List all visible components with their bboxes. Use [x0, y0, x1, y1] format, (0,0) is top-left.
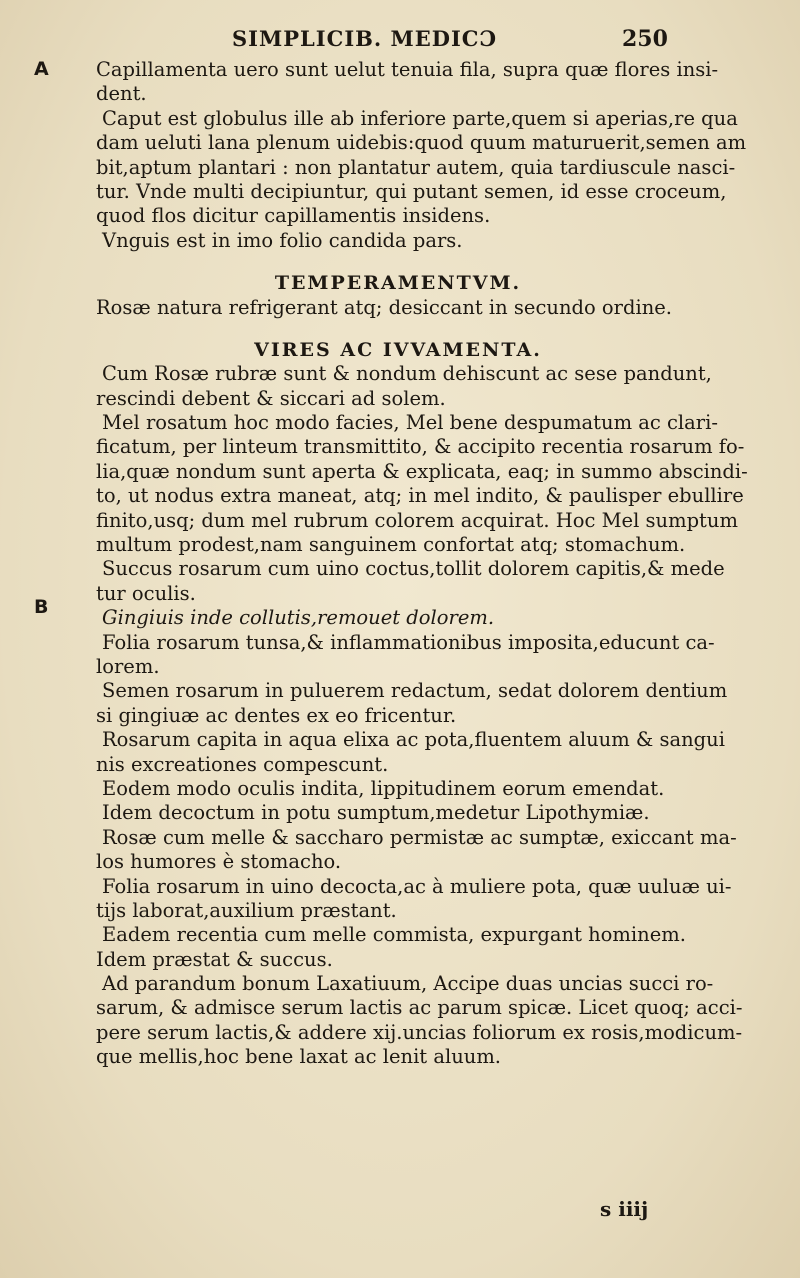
text-line: bit,aptum plantari : non plantatur autem, quia tardiuscule nasci- [96, 155, 736, 179]
text-line: nis excreationes compescunt. [96, 752, 389, 776]
text-line: Semen rosarum in puluerem redactum, sedat dolorem dentium [102, 679, 728, 703]
section-heading-vires: VIRES AC IVVAMENTA. [254, 338, 542, 361]
signature-mark: s iiij [600, 1197, 649, 1221]
text-line: los humores è stomacho. [96, 850, 342, 874]
text-line: Idem præstat & succus. [96, 947, 333, 971]
text-line: si gingiuæ ac dentes ex eo fricentur. [96, 703, 457, 727]
body-text [96, 58, 748, 1070]
text-line: ficatum, per linteum transmittito, & accipito recentia rosarum fo- [96, 435, 745, 459]
text-line: Mel rosatum hoc modo facies, Mel bene despumatum ac clari- [102, 411, 718, 435]
text-line: Succus rosarum cum uino coctus,tollit dolorem capitis,& mede [102, 557, 725, 581]
text-line: Caput est globulus ille ab inferiore parte,quem si aperias,re qua [102, 106, 738, 130]
running-head: SIMPLICIB. MEDICƆ [232, 26, 498, 51]
text-line: tur oculis. [96, 581, 196, 605]
text-line: Folia rosarum tunsa,& inflammationibus imposita,educunt ca- [102, 630, 715, 654]
text-line: tur. Vnde multi decipiuntur, qui putant semen, id esse croceum, [96, 179, 727, 203]
text-line: Eadem recentia cum melle commista, expurgant hominem. [102, 923, 686, 947]
text-line: Ad parandum bonum Laxatiuum, Accipe duas uncias succi ro- [102, 972, 714, 996]
text-line: Idem decoctum in potu sumptum,medetur Lipothymiæ. [102, 801, 650, 825]
text-line: tijs laborat,auxilium præstant. [96, 898, 397, 922]
margin-letter-a: A [34, 58, 49, 80]
text-line: to, ut nodus extra maneat, atq; in mel indito, & paulisper ebullire [96, 484, 744, 508]
text-line: Gingiuis inde collutis,remouet dolorem. [102, 606, 495, 630]
text-line: Rosæ cum melle & saccharo permistæ ac sumptæ, exiccant ma- [102, 825, 737, 849]
text-line: rescindi debent & siccari ad solem. [96, 386, 446, 410]
text-line: lia,quæ nondum sunt aperta & explicata, eaq; in summo abscindi- [96, 459, 748, 483]
margin-letter-b: B [34, 596, 49, 618]
text-line: Vnguis est in imo folio candida pars. [102, 228, 463, 252]
section-heading-temperamentum: TEMPERAMENTVM. [274, 272, 522, 295]
text-line: Eodem modo oculis indita, lippitudinem eorum emendat. [102, 776, 665, 800]
text-line: lorem. [96, 654, 160, 678]
text-line: finito,usq; dum mel rubrum colorem acquirat. Hoc Mel sumptum [96, 508, 738, 532]
text-line: Cum Rosæ rubræ sunt & nondum dehiscunt ac sese pandunt, [102, 362, 712, 386]
page-number: 250 [622, 26, 668, 52]
text-line: multum prodest,nam sanguinem confortat atq; stomachum. [96, 533, 686, 557]
text-line: sarum, & admisce serum lactis ac parum spicæ. Licet quoq; acci- [96, 996, 743, 1020]
page-footer [0, 1197, 800, 1227]
text-line: dam ueluti lana plenum uidebis:quod quum maturuerit,semen am [96, 131, 747, 155]
text-line: dent. [96, 82, 147, 106]
text-line: pere serum lactis,& addere xij.uncias foliorum ex rosis,modicum- [96, 1020, 743, 1044]
text-line: Folia rosarum in uino decocta,ac à muliere pota, quæ uuluæ ui- [102, 874, 732, 898]
text-line: quod flos dicitur capillamentis insidens. [96, 204, 491, 228]
text-line: Rosarum capita in aqua elixa ac pota,fluentem aluum & sangui [102, 728, 725, 752]
text-line: Rosæ natura refrigerant atq; desiccant in secundo ordine. [96, 295, 673, 319]
page-header [0, 22, 800, 58]
text-line: Capillamenta uero sunt uelut tenuia fila, supra quæ flores insi- [96, 58, 719, 81]
text-line: que mellis,hoc bene laxat ac lenit aluum. [96, 1045, 502, 1069]
